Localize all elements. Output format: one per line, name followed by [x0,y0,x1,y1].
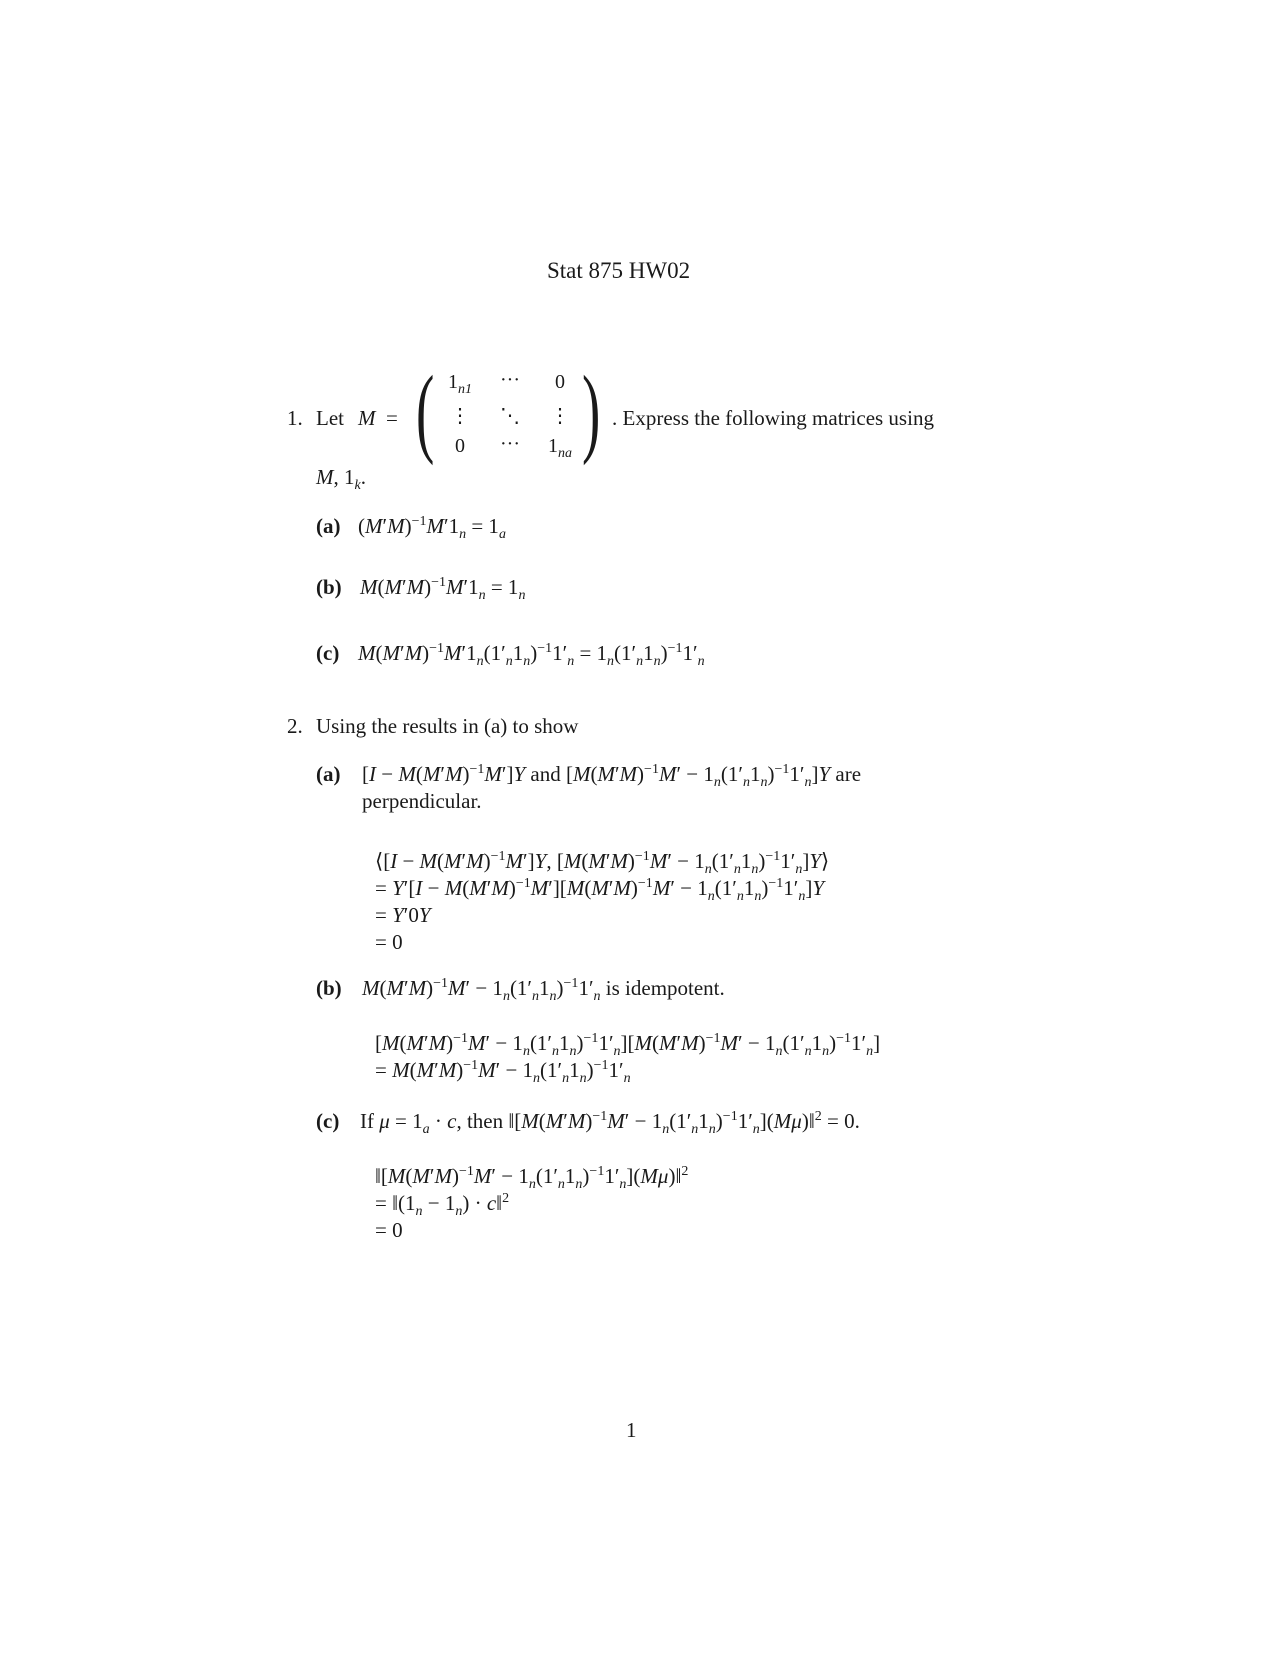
q1-equals: = [386,406,398,430]
q2c-label: (c) [316,1109,340,1133]
q2a-proof-line2: = $Y'[I - M(M'M)^{-1}M'][M(M'M)^{-1}M' - 1_n(1'_n1_n)^{-1}1'_n]Y$ [375,876,825,905]
matrix-cell-r2c3: ⋮ [550,405,570,427]
q2b-proof-line2: = $M(M'M)^{-1}M' - 1_n(1'_n1_n)^{-1}1'_n$ [375,1058,631,1087]
matrix-cell-r3c2: ··· [500,433,520,455]
matrix-cell-r1c3: 0 [555,371,565,393]
q2a-perpendicular: perpendicular. [362,789,482,813]
matrix-cell-r3c1: 0 [455,435,465,457]
q2c-proof-line3: = 0 [375,1218,403,1242]
q1c-equation: $M(M'M)^{-1}M'1_n(1'_n1_n)^{-1}1'_n = 1_n(1'_n1_n)^{-1}1'_n$ [358,641,705,670]
q1-number: 1. [287,406,303,430]
q2b-statement: $M(M'M)^{-1}M' - 1_n(1'_n1_n)^{-1}1'_n$ is idempotent. [362,976,725,1005]
q1a-equation: $(M'M)^{-1}M'1_n = 1_a$ [358,514,506,543]
q2a-label: (a) [316,762,341,786]
matrix-cell-r2c2: ⋱ [500,405,520,427]
q2b-proof-line1: $[M(M'M)^{-1}M' - 1_n(1'_n1_n)^{-1}1'_n][M(M'M)^{-1}M' - 1_n(1'_n1_n)^{-1}1'_n]$ [375,1031,881,1060]
q1-continuation: M, $1_k$. [316,465,366,494]
q1-var-M: M [358,406,376,430]
q2a-proof-line4: = 0 [375,930,403,954]
q1a-label: (a) [316,514,341,538]
q2a-statement: $[I - M(M'M)^{-1}M']Y$ and $[M(M'M)^{-1}M' - 1_n(1'_n1_n)^{-1}1'_n]Y$ are [362,762,862,791]
q2a-proof-line3: = Y′0Y [375,903,431,927]
matrix-cell-r3c3: $1_{na}$ [548,435,572,461]
matrix-cell-r1c1: $1_{n1}$ [448,371,472,397]
matrix-left-paren: ( [416,355,435,466]
q2a-proof-line1: ⟨[I − $M(M'M)^{-1}M']Y$, [$M(M'M)^{-1}M'$ − $1_n(1'_n1_n)^{-1}1'_n]Y⟩$ [375,849,830,878]
matrix-cell-r2c1: ⋮ [450,405,470,427]
q1-matrix [412,355,608,475]
page-title: Stat 875 HW02 [547,258,691,283]
q2c-proof-line2: = $‖(1_n - 1_n)$ · c‖$^2$ [375,1191,510,1220]
q2-number: 2. [287,714,303,738]
q1c-label: (c) [316,641,340,665]
q2c-proof-line1: $‖[M(M'M)^{-1}M'$ − $1_n(1'_n1_n)^{-1}1'_n](M\mu)‖^2$ [375,1164,689,1193]
q1b-label: (b) [316,575,342,599]
q1b-equation: $M(M'M)^{-1}M'1_n = 1_n$ [360,575,526,604]
q1-after-matrix: . Express the following matrices using [612,406,934,430]
matrix-right-paren: ) [582,355,601,466]
q2-intro: Using the results in (a) to show [316,714,579,738]
matrix-cell-r1c2: ··· [500,369,520,391]
q2b-label: (b) [316,976,342,1000]
q1-lead: Let [316,406,344,430]
page-number: 1 [626,1418,637,1442]
q2c-statement: If $\mu = 1_a \cdot c$, then $‖[M(M'M)^{-1}M'$ − $1_n(1'_n1_n)^{-1}1'_n](M\mu)‖^2 = 0$. [360,1109,860,1138]
